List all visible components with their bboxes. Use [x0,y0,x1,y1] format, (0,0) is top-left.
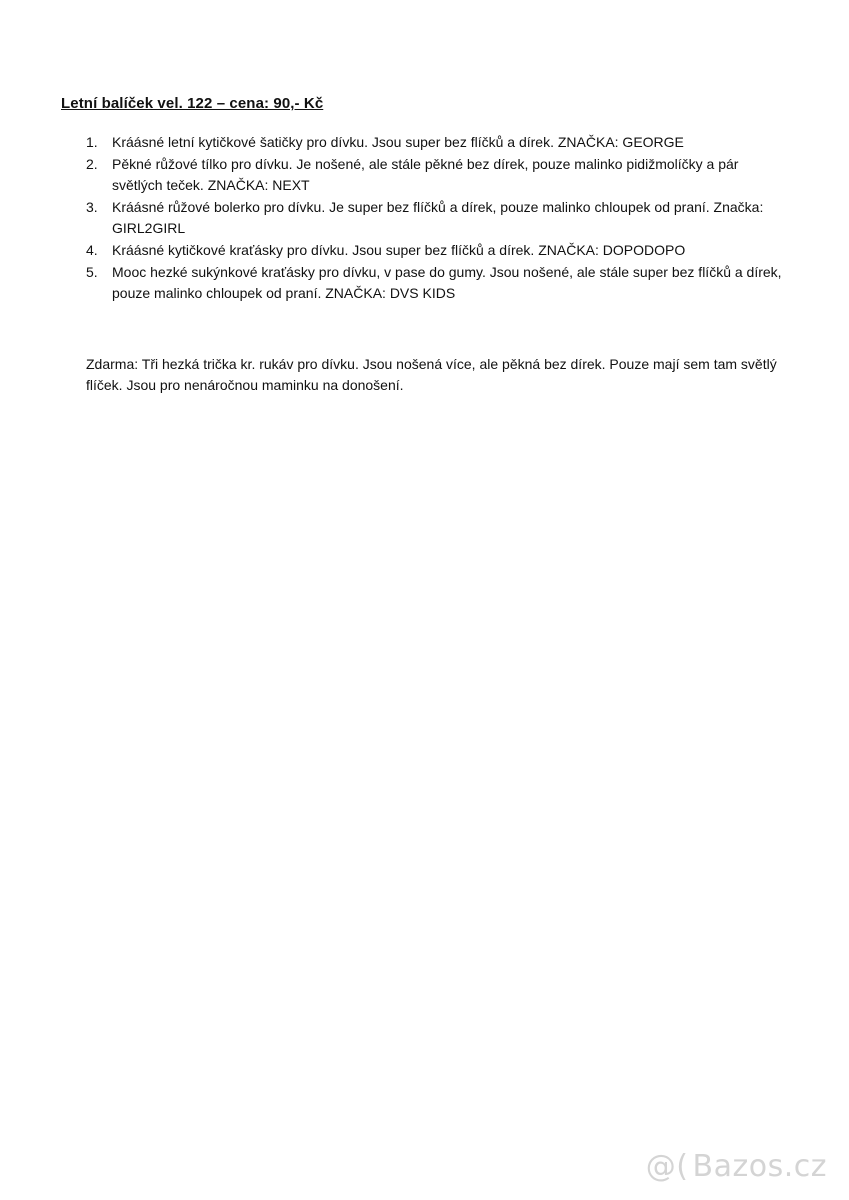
item-number: 3. [86,199,98,215]
list-item [86,132,786,153]
list-item [86,240,786,261]
free-items-note: Zdarma: Tři hezká trička kr. rukáv pro dívku. Jsou nošená více, ale pěkná bez dírek. Pouze mají sem tam světlý flíček. Jsou pro nenáročnou maminku na donošení. [86,356,777,393]
item-text: Kráásné růžové bolerko pro dívku. Je super bez flíčků a dírek, pouze malinko chloupek od praní. Značka: GIRL2GIRL [112,199,764,236]
item-text: Pěkné růžové tílko pro dívku. Je nošené, ale stále pěkné bez dírek, pouze malinko pidižmolíčky a pár světlých teček. ZNAČKA: NEXT [112,156,739,193]
watermark-text: Bazos.cz [692,1149,827,1184]
bazos-watermark [646,1149,827,1184]
item-number: 1. [86,134,98,150]
item-list [86,132,786,305]
at-sign-icon: @( [645,1149,689,1184]
item-number: 4. [86,242,98,258]
item-text: Kráásné kytičkové kraťásky pro dívku. Jsou super bez flíčků a dírek. ZNAČKA: DOPODOPO [112,242,686,258]
item-text: Kráásné letní kytičkové šatičky pro dívku. Jsou super bez flíčků a dírek. ZNAČKA: GEORGE [112,134,684,150]
item-text: Mooc hezké sukýnkové kraťásky pro dívku, v pase do gumy. Jsou nošené, ale stále super bez flíčků a dírek, pouze malinko chloupek od praní. ZNAČKA: DVS KIDS [112,264,782,301]
item-number: 2. [86,156,98,172]
document-title: Letní balíček vel. 122 – cena: 90,- Kč [61,95,324,112]
list-item [86,262,786,304]
list-item [86,154,786,196]
item-number: 5. [86,264,98,280]
list-item [86,197,786,239]
